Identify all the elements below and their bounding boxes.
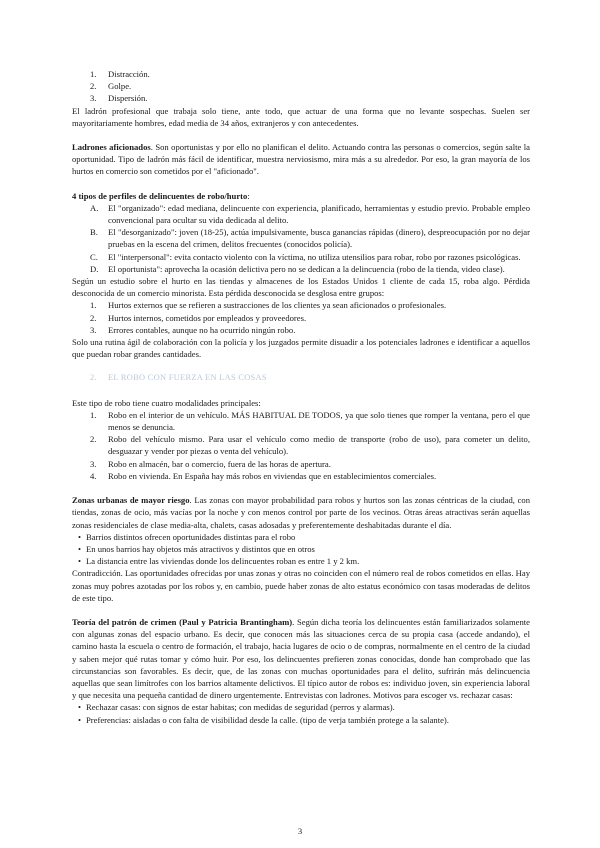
list-item: 3. Dispersión.	[90, 93, 148, 104]
list-item: • La distancia entre las viviendas donde los delincuentes roban es entre 1 y 2 km.	[78, 556, 360, 567]
document-page	[72, 68, 530, 726]
list-item: • Rechazar casas: con signos de estar habitas; con medidas de seguridad (perros y alarmas).	[78, 702, 395, 713]
list-item: 2. Robo del vehículo mismo. Para usar el vehículo como medio de transporte (robo de uso), para cometer un delito, desguazar y vender por piezas o venta del vehículo).	[90, 434, 530, 457]
paragraph-zonas: Zonas urbanas de mayor riesgo. Las zonas con mayor probabilidad para robos y hurtos son las zonas céntricas de la ciudad, con tiendas, zonas de ocio, más vacías por la noche y con menos control por parte de los vecinos. Otras áreas atractivas serán aquellas zonas residenciales de clase media-alta, chalets, casas adosadas y preferentemente deshabitadas durante el día.	[72, 495, 530, 530]
zonas-heading: Zonas urbanas de mayor riesgo	[72, 495, 190, 506]
list-item: 3. Errores contables, aunque no ha ocurrido ningún robo.	[90, 324, 296, 335]
list-item: D. El oportunista": aprovecha la ocasión delictiva pero no se dedican a la delincuencia (robo de la tienda, video clase).	[90, 263, 505, 274]
list-item: 2. Golpe.	[90, 81, 132, 92]
list-item: • Barrios distintos ofrecen oportunidades distintas para el robo	[78, 531, 296, 542]
section-heading: 2. EL ROBO CON FUERZA EN LAS COSAS	[90, 373, 267, 383]
list-item: C. El "interpersonal": evita contacto violento con la víctima, no utiliza utensilios para robar, robo por razones psicológicas.	[90, 251, 521, 262]
paragraph-aficionados: Ladrones aficionados. Son oportunistas y por ello no planifican el delito. Actuando contra las personas o comercios, según salte la oportunidad. Tipo de ladrón más fácil de identificar, muestra nerviosismo, mira más a su alrededor. Por eso, la gran mayoría de los hurtos en comercio son cometidos por el "aficionado".	[72, 142, 530, 177]
teoria-heading: Teoría del patrón de crimen (Paul y Patricia Brantingham)	[72, 616, 293, 627]
modalidades-list	[72, 409, 530, 482]
paragraph-modalidades: Este tipo de robo tiene cuatro modalidades principales:	[72, 397, 261, 408]
list-item: 1. Hurtos externos que se refieren a sustracciones de los clientes ya sean aficionados o profesionales.	[90, 300, 447, 311]
list-item: 2. Hurtos internos, cometidos por empleados y proveedores.	[90, 312, 307, 323]
list-item: 3. Robo en almacén, bar o comercio, fuera de las horas de apertura.	[90, 458, 331, 469]
grupos-list	[72, 299, 530, 336]
list-item: • En unos barrios hay objetos más atractivos y distintos que en otros	[78, 543, 315, 554]
top-numbered-list	[72, 68, 530, 105]
list-item: • Preferencias: aisladas o con falta de visibilidad desde la calle. (tipo de verja también protege a la salante).	[78, 714, 449, 725]
list-item: 1. Distracción.	[90, 69, 150, 79]
teoria-bullets	[72, 701, 530, 725]
tipos-list	[72, 202, 530, 275]
list-item: 1. Robo en el interior de un vehículo. MÁS HABITUAL DE TODOS, ya que solo tienes que romper la ventana, pero el que menos se denuncia.	[90, 409, 530, 433]
paragraph-teoria: Teoría del patrón de crimen (Paul y Patricia Brantingham). Según dicha teoría los delincuentes están familiarizados solamente con algunas zonas del espacio urbano. Es decir, que conocen más las situaciones cerca de su propia casa (accede andando), el camino hasta la escuela o centro de formación, el trabajo, hacia lugares de ocio o de compras, normalmente en el centro de la ciudad y saben mejor qué rutas tomar y cómo huir. Por eso, los delincuentes prefieren zonas conocidas, donde han comprobado que las circunstancias son favorables. Es decir, que, de las zonas con muchas oportunidades para el delito, sufrirán más delincuencia aquellas que sean limítrofes con los barrios altamente delictivos. El típico autor de robos es: individuo joven, sin experiencia laboral y que necesita una pequeña cantidad de dinero urgentemente. Entrevistas con ladrones. Motivos para escoger vs. rechazar casas:	[72, 616, 530, 701]
paragraph-estudio: Según un estudio sobre el hurto en las tiendas y almacenes de los Estados Unidos 1 cliente de cada 15, roba algo. Pérdida desconocida de un comercio minorista. Esta pérdida desconocida se desglosa entre grupos:	[72, 276, 530, 299]
list-item: 4. Robo en vivienda. En España hay más robos en viviendas que en establecimientos comerciales.	[90, 470, 437, 481]
paragraph-rutina: Solo una rutina ágil de colaboración con la policía y los juzgados permite disuadir a los potenciales ladrones e identificar a aquellos que puedan robar grandes cantidades.	[72, 337, 530, 360]
aficionados-heading: Ladrones aficionados	[72, 142, 151, 153]
page-number: 3	[297, 826, 303, 836]
list-item: A. El "organizado": edad mediana, delincuente con experiencia, planificado, herramientas y estudio previo. Probable empleo convencional para ocultar su vida dedicada al delito.	[90, 202, 530, 226]
list-item: B. El "desorganizado": joven (18-25), actúa impulsivamente, busca ganancias rápidas (dinero), despreocupación por no dejar pruebas en la escena del crimen, delitos frecuentes (conocidos policía).	[90, 227, 530, 250]
tipos-heading: 4 tipos de perfiles de delincuentes de robo/hurto:	[72, 190, 250, 201]
paragraph-contradiccion: Contradicción. Las oportunidades ofrecidas por unas zonas y otras no coinciden con el número real de robos cometidos en ellas. Hay zonas muy pobres azotadas por los robos y, en cambio, puede haber zonas de alto estatus económico con tasas moderadas de delitos de este tipo.	[72, 568, 530, 603]
paragraph-profesional: El ladrón profesional que trabaja solo tiene, ante todo, que actuar de una forma que no levante sospechas. Suelen ser mayoritariamente hombres, edad media de 34 años, extranjeros y con antecedentes.	[72, 105, 530, 128]
zonas-bullets	[72, 531, 530, 568]
